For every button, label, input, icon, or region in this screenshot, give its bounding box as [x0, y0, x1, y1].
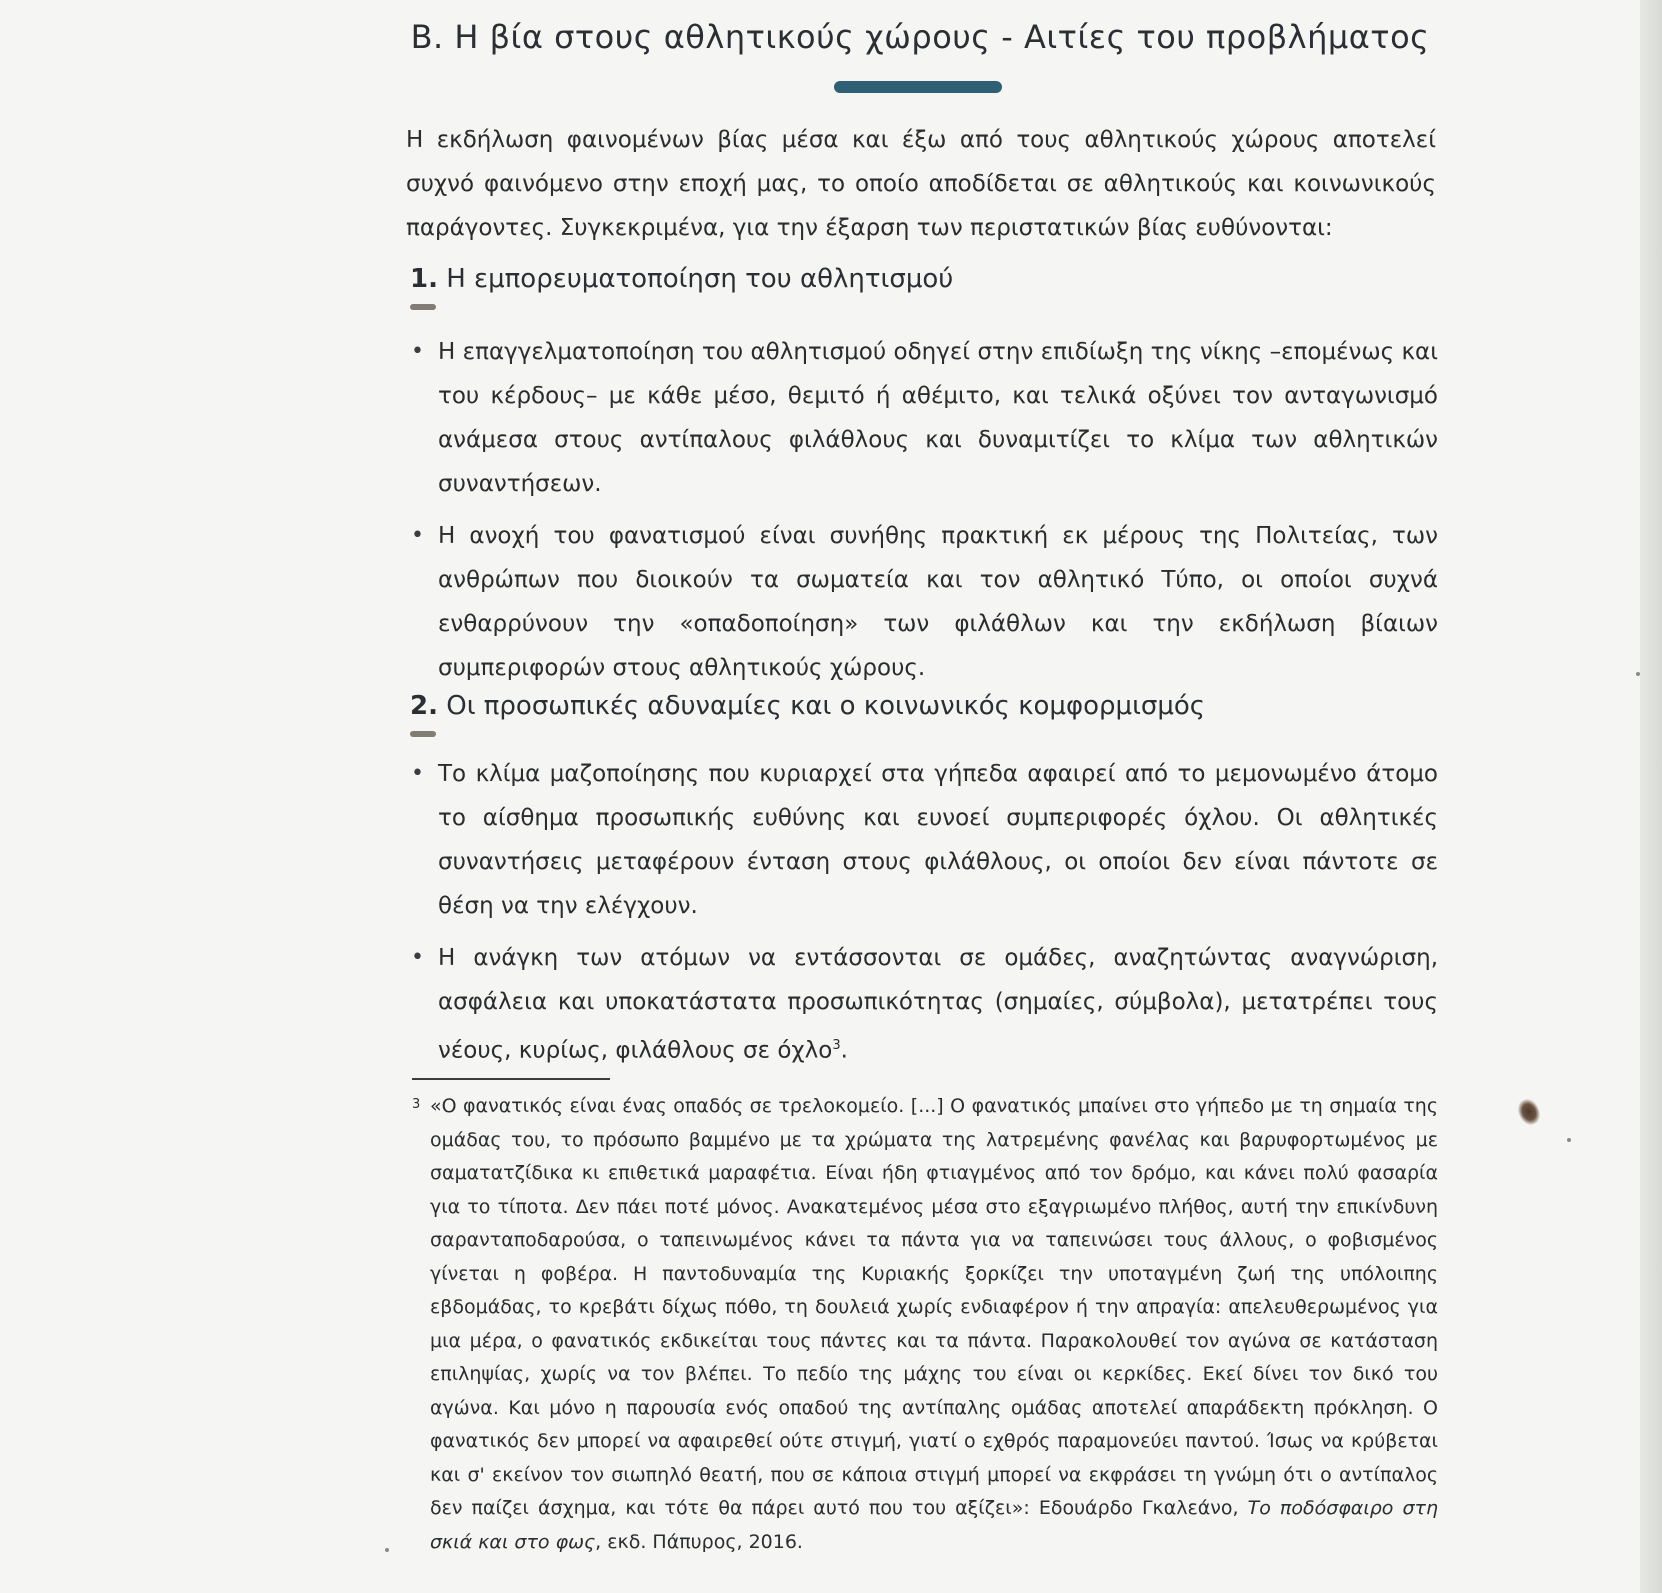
section-heading-1 — [410, 264, 953, 294]
number-underline — [410, 304, 436, 310]
section-number-1: 1. — [410, 264, 438, 294]
title-decoration-bar — [834, 81, 1002, 93]
scan-edge — [1640, 0, 1662, 1593]
footnote-source-author: Εδουάρδο Γκαλεάνο, — [1038, 1497, 1248, 1519]
footnote-text: «Ο φανατικός είναι ένας οπαδός σε τρελοκομείο. [...] Ο φανατικός μπαίνει στο γήπεδο με τη σημαία της ομάδας του, το πρόσωπο βαμμένο με τα χρώματα της λατρεμένης φανέλας και βαρυφορτωμένος με σαματατζίδικα κι επιθετικά μαραφέτια. Είναι ήδη φτιαγμένος από τον δρόμο, και κάνει πολύ φασαρία για το τίποτα. Δεν πάει ποτέ μόνος. Ανακατεμένος μέσα στο εξαγριωμένο πλήθος, αυτή την επικίνδυνη σαρανταποδαρούσα, ο ταπεινωμένος κάνει τα πάντα για να ταπεινώσει τους άλλους, ο φοβισμένος γίνεται η φοβέρα. Η παντοδυναμία της Κυριακής ξορκίζει την υποταγμένη ζωή της υπόλοιπης εβδομάδας, το κρεβάτι δίχως πόθο, τη δουλειά χωρίς ενδιαφέρον ή την απραγία: απελευθερωμένος για μια μέρα, ο φανατικός εκδικείται τους πάντες και τα πάντα. Παρακολουθεί τον αγώνα σε κατάσταση επιληψίας, χωρίς να τον βλέπει. Το πεδίο της μάχης του είναι οι κερκίδες. Εκεί δίνει τον δικό του αγώνα. Και μόνο η παρουσία ενός οπαδού της αντίπαλης ομάδας αποτελεί απαράδεκτη πρόκληση. Ο φανατικός δεν μπορεί να αφαιρεθεί ούτε στιγμή, γιατί ο εχθρός παραμονεύει παντού. Ίσως να κρύβεται και σ' εκείνον τον σιωπηλό θεατή, που σε κάποια στιγμή μπορεί να εκφράσει τη γνώμη ότι ο αντίπαλος δεν παίζει άσχημα, και τότε θα πάρει αυτό που του αξίζει»: — [430, 1095, 1438, 1519]
list-item — [411, 936, 1438, 1073]
intro-paragraph: Η εκδήλωση φαινομένων βίας μέσα και έξω από τους αθλητικούς χώρους αποτελεί συχνό φαινόμενο στην εποχή μας, το οποίο αποδίδεται σε αθλητικούς και κοινωνικούς παράγοντες. Συγκεκριμένα, για την έξαρση των περιστατικών βίας ευθύνονται: — [406, 127, 1436, 241]
list-item — [411, 514, 1438, 690]
list-item — [411, 752, 1438, 928]
bullet-dot-icon: • — [411, 523, 424, 548]
paper-speck — [1567, 1138, 1571, 1142]
section-1-bullet-list — [411, 330, 1438, 698]
bullet-dot-icon: • — [411, 339, 424, 364]
section-heading-2 — [410, 691, 1205, 721]
number-underline — [410, 731, 436, 737]
footnote-source-publisher: , εκδ. Πάπυρος, 2016. — [595, 1530, 803, 1553]
footnote — [412, 1090, 1439, 1559]
bullet-text: Το κλίμα μαζοποίησης που κυριαρχεί στα γήπεδα αφαιρεί από το μεμονωμένο άτομο το αίσθημα προσωπικής ευθύνης και ευνοεί συμπεριφορές όχλου. Οι αθλητικές συναντήσεις μεταφέρουν ένταση στους φιλάθλους, οι οποίοι δεν είναι πάντοτε σε θέση να την ελέγχουν. — [438, 761, 1438, 919]
footnote-marker: 3 — [412, 1097, 421, 1112]
bullet-text: Η επαγγελματοποίηση του αθλητισμού οδηγεί στην επιδίωξη της νίκης –επομένως και του κέρδους– με κάθε μέσο, θεμιτό ή αθέμιτο, και τελικά οξύνει τον ανταγωνισμό ανάμεσα στους αντίπαλους φιλάθλους και δυναμιτίζει το κλίμα των αθλητικών συναντήσεων. — [438, 339, 1438, 497]
paper-speck — [385, 1548, 389, 1552]
section-heading-1-text: Η εμπορευματοποίηση του αθλητισμού — [446, 264, 954, 294]
section-2-bullet-list — [411, 752, 1438, 1081]
bullet-end-punctuation: . — [840, 1037, 848, 1064]
paper-smudge — [1514, 1096, 1543, 1128]
bullet-text: Η ανοχή του φανατισμού είναι συνήθης πρακτική εκ μέρους της Πολιτείας, των ανθρώπων που διοικούν τα σωματεία και τον αθλητικό Τύπο, οι οποίοι συχνά ενθαρρύνουν την «οπαδοποίηση» των φιλάθλων και την εκδήλωση βίαιων συμπεριφορών στους αθλητικούς χώρους. — [438, 523, 1438, 681]
bullet-dot-icon: • — [411, 945, 424, 970]
section-title: Β. Η βία στους αθλητικούς χώρους - Αιτίες του προβλήματος — [410, 18, 1430, 56]
bullet-text: Η ανάγκη των ατόμων να εντάσσονται σε ομάδες, αναζητώντας αναγνώριση, ασφάλεια και υποκατάστατα προσωπικότητας (σημαίες, σύμβολα), μετατρέπει τους νέους, κυρίως, φιλάθλους σε όχλο — [438, 945, 1438, 1064]
footnote-source-book: Το ποδόσφαιρο στη σκιά και στο φως — [430, 1497, 1439, 1553]
list-item — [411, 330, 1438, 506]
footnote-divider — [412, 1078, 610, 1080]
footnote-reference[interactable]: 3 — [832, 1038, 841, 1053]
section-heading-2-text: Οι προσωπικές αδυναμίες και ο κοινωνικός κομφορμισμός — [446, 691, 1206, 721]
section-number-2: 2. — [410, 691, 438, 721]
bullet-dot-icon: • — [411, 761, 424, 786]
